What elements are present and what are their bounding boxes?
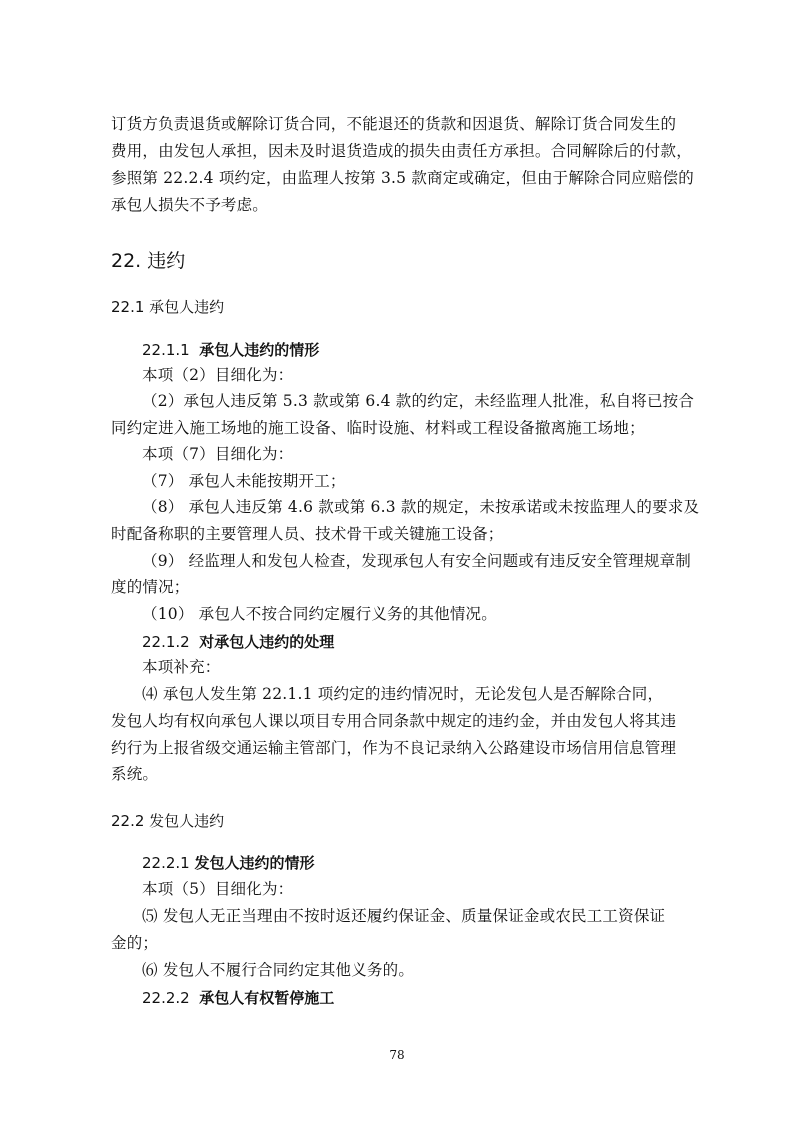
- paragraph-line: 度的情况；: [111, 578, 190, 596]
- paragraph-line: 时配备称职的主要管理人员、技术骨干或关键施工设备；: [111, 525, 504, 543]
- paragraph-line: （9） 经监理人和发包人检查，发现承包人有安全问题或有违反安全管理规章制: [142, 552, 691, 570]
- subheading-title: 承包人有权暂停施工: [199, 989, 335, 1007]
- intro-line-2: 费用，由发包人承担，因未及时退货造成的损失由责任方承担。合同解除后的付款，: [111, 142, 692, 160]
- paragraph-line: 发包人均有权向承包人课以项目专用合同条款中规定的违约金，并由发包人将其违: [111, 712, 677, 730]
- paragraph-line: ⑸ 发包人无正当理由不按时返还履约保证金、质量保证金或农民工工资保证: [142, 907, 666, 925]
- paragraph-line: 同约定进入施工场地的施工设备、临时设施、材料或工程设备撤离施工场地；: [111, 419, 645, 437]
- paragraph-line: 本项（2）目细化为：: [142, 366, 294, 384]
- heading-22-1: 22.1 承包人违约: [111, 298, 225, 316]
- paragraph-line: 金的；: [111, 934, 159, 952]
- subheading-number: 22.2.2: [142, 989, 190, 1007]
- subheading-22-1-2: [142, 632, 334, 652]
- section-title: 22. 违约: [111, 250, 186, 272]
- paragraph-line: （8） 承包人违反第 4.6 款或第 6.3 款的规定，未按承诺或未按监理人的要求及: [142, 498, 700, 516]
- paragraph-line: （2）承包人违反第 5.3 款或第 6.4 款的约定，未经监理人批准，私自将已按合: [142, 392, 695, 410]
- page-number: 78: [389, 1048, 405, 1062]
- subheading-22-2-1: [142, 853, 315, 873]
- subheading-title: 对承包人违约的处理: [199, 633, 335, 651]
- subheading-number: 22.1.1: [142, 341, 190, 359]
- paragraph-line: ⑹ 发包人不履行合同约定其他义务的。: [142, 961, 415, 979]
- paragraph-line: 本项（5）目细化为：: [142, 880, 294, 898]
- paragraph-line: 本项（7）目细化为：: [142, 445, 294, 463]
- subheading-22-2-2: [142, 988, 334, 1008]
- intro-line-3: 参照第 22.2.4 项约定，由监理人按第 3.5 款商定或确定，但由于解除合同应赔偿的: [111, 169, 694, 187]
- subheading-number: 22.2.1: [142, 854, 190, 872]
- paragraph-line: ⑷ 承包人发生第 22.1.1 项约定的违约情况时，无论发包人是否解除合同，: [142, 685, 664, 703]
- paragraph-line: （10） 承包人不按合同约定履行义务的其他情况。: [142, 605, 497, 623]
- subheading-number: 22.1.2: [142, 633, 190, 651]
- subheading-22-1-1: [142, 340, 319, 360]
- subheading-title: 承包人违约的情形: [199, 341, 320, 359]
- paragraph-line: 本项补充：: [142, 658, 221, 676]
- heading-22-2: 22.2 发包人违约: [111, 812, 225, 830]
- paragraph-line: 约行为上报省级交通运输主管部门，作为不良记录纳入公路建设市场信用信息管理: [111, 739, 677, 757]
- paragraph-line: 系统。: [111, 765, 159, 783]
- subheading-title: 发包人违约的情形: [194, 854, 315, 872]
- intro-line-4: 承包人损失不予考虑。: [111, 196, 269, 214]
- paragraph-line: （7） 承包人未能按期开工；: [142, 472, 346, 490]
- intro-line-1: 订货方负责退货或解除订货合同，不能退还的货款和因退货、解除订货合同发生的: [111, 115, 677, 133]
